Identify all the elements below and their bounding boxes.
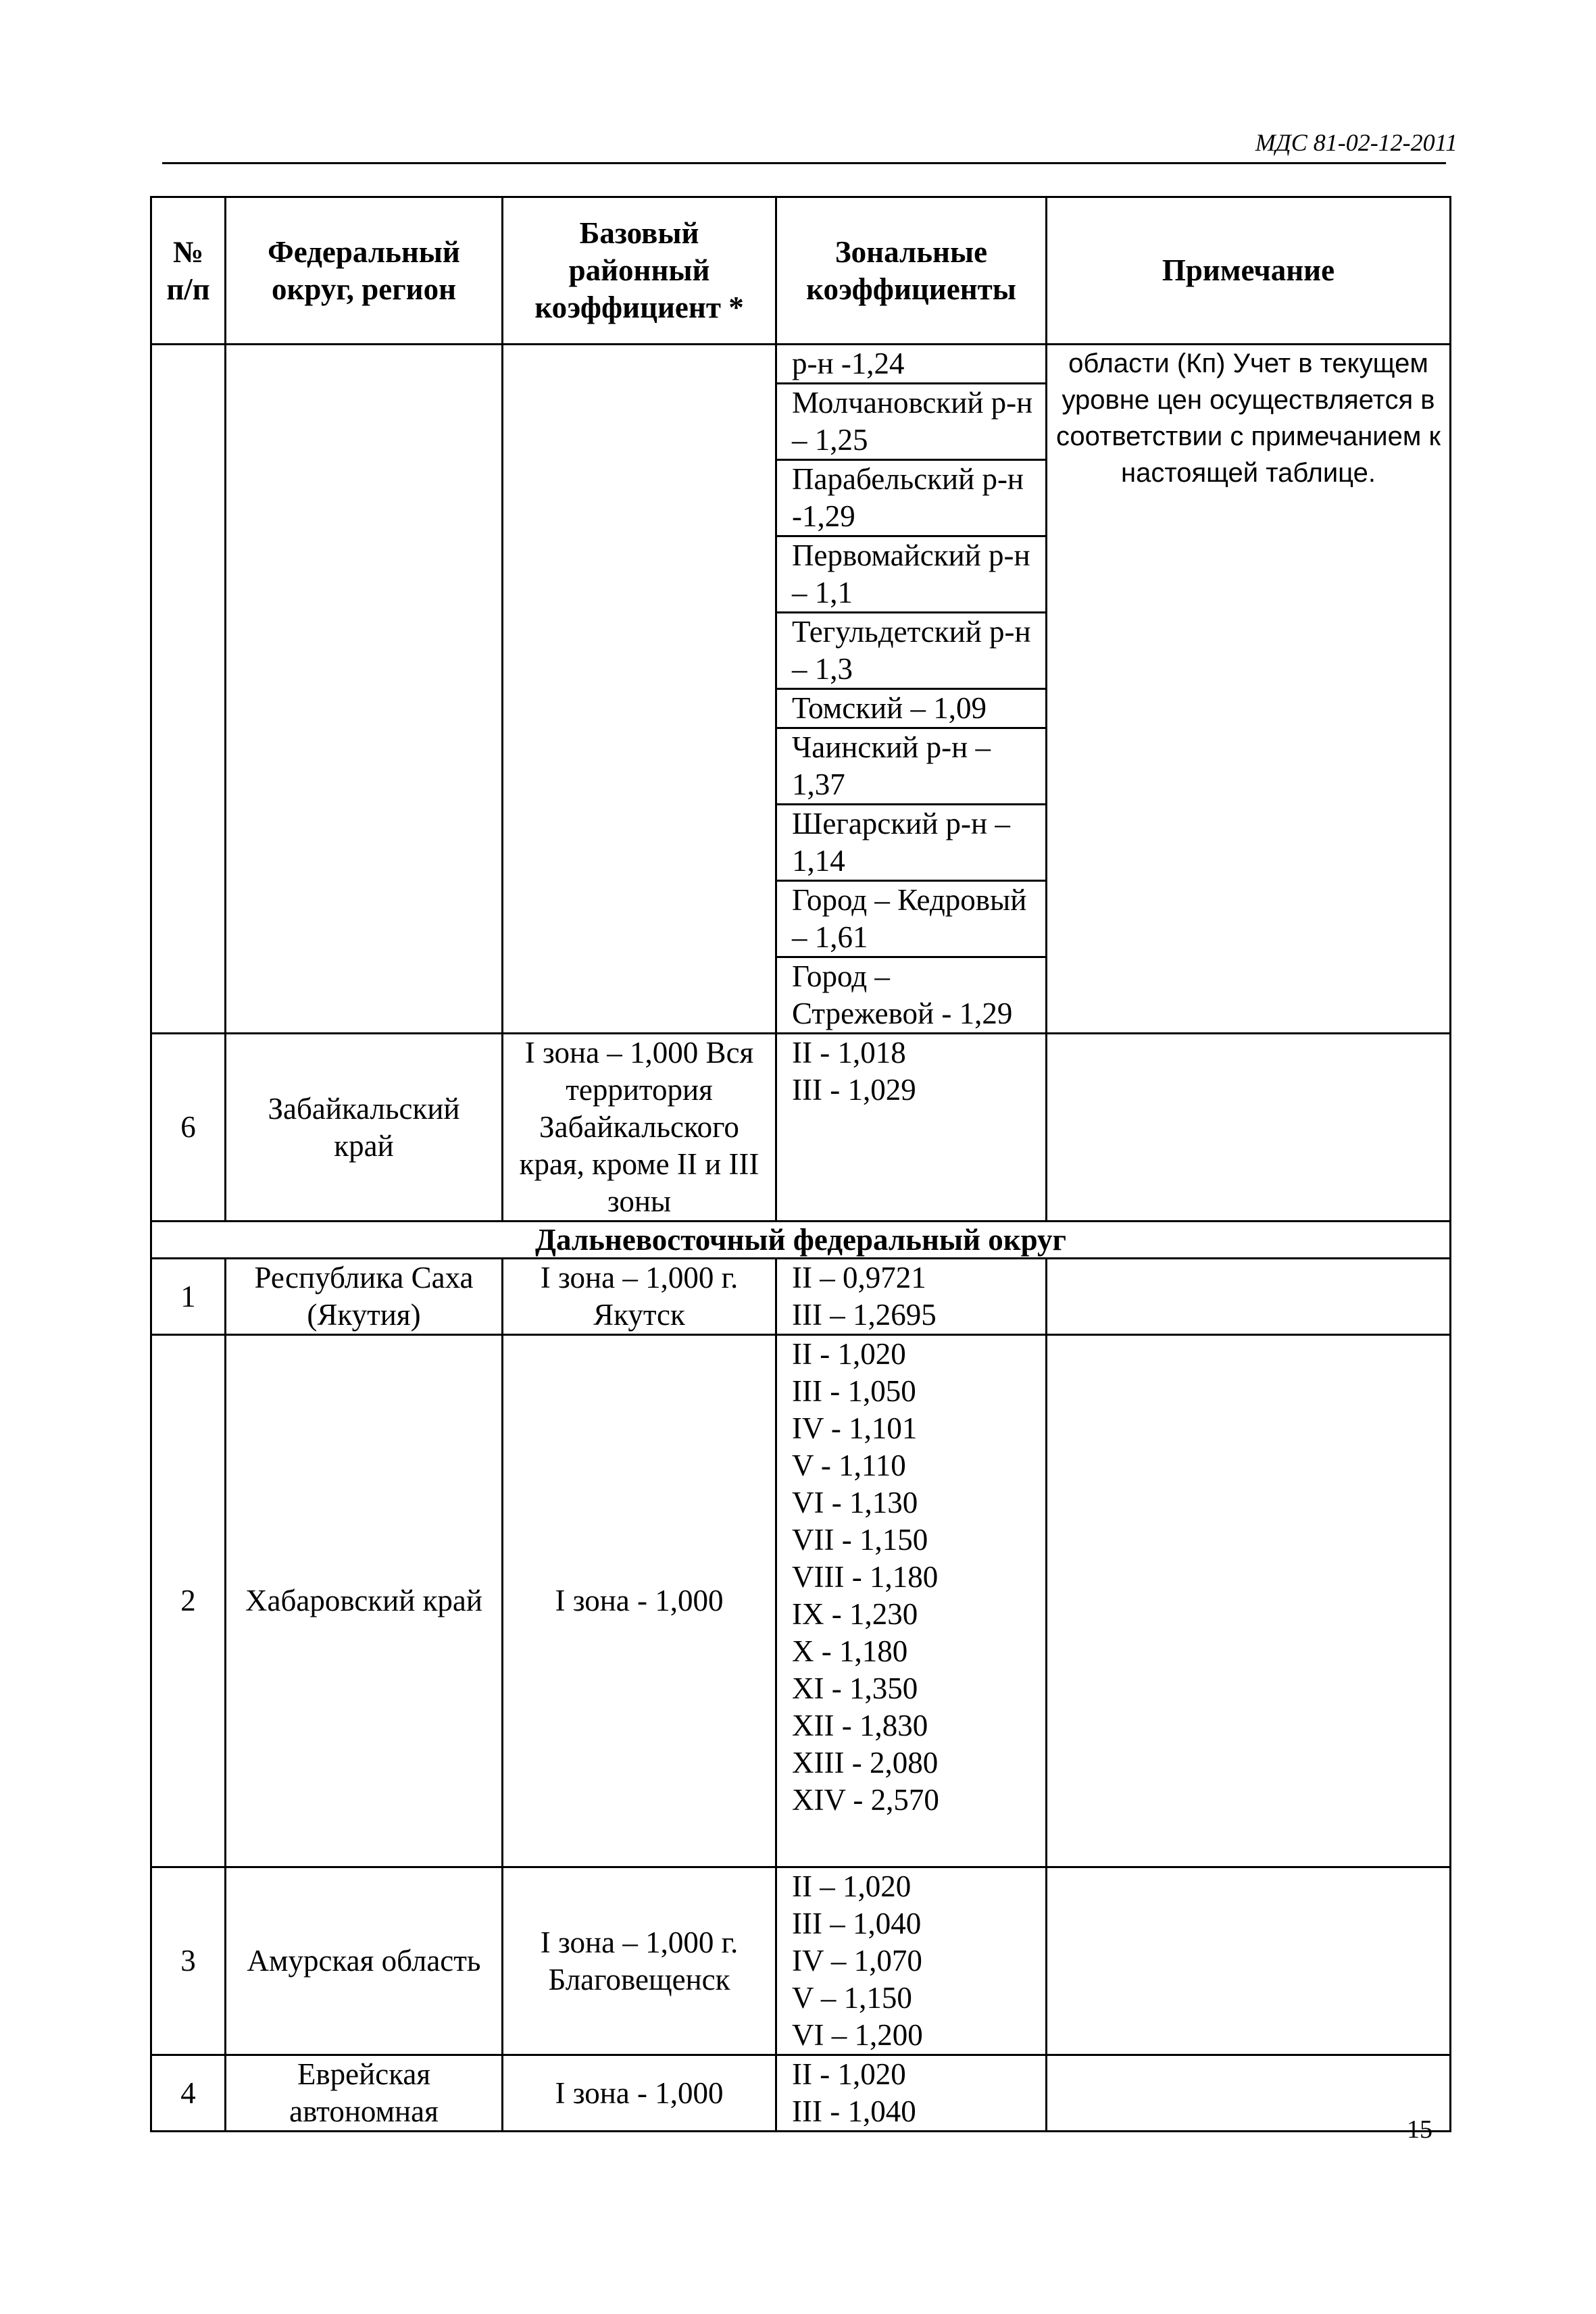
zone-list [777,1034,1045,1109]
cell-region: Амурская область [226,1867,503,2055]
page-number: 15 [1407,2115,1432,2144]
cell-note [1047,1867,1451,2055]
cell-zones [776,345,1047,1034]
header-rule [162,162,1446,164]
header-zonal-coefficients: Зональные коэффициенты [776,197,1047,345]
cell-note: области (Кп) Учет в текущем уровне цен осуществляется в соответствии с примечанием к настоящей таблице. [1047,345,1451,1034]
zone-item: II – 0,9721 [792,1261,926,1294]
cell-region [226,345,503,1034]
cell-zones [776,1034,1047,1222]
zone-item: Парабельский р-н -1,29 [777,461,1045,537]
cell-base: I зона - 1,000 [503,1335,776,1867]
cell-number: 4 [151,2055,226,2132]
zone-item: III - 1,050 [792,1374,916,1408]
zone-list [777,1259,1045,1334]
coefficients-table [150,196,1451,2132]
zone-item: VII - 1,150 [792,1523,928,1557]
table-row [151,1335,1451,1867]
zone-item: II - 1,020 [792,1337,906,1371]
zone-item: Молчановский р-н – 1,25 [777,384,1045,461]
zone-item: Чаинский р-н – 1,37 [777,729,1045,805]
zone-item: V – 1,150 [792,1981,912,2015]
table-row [151,2055,1451,2132]
zone-item: Город – Кедровый – 1,61 [777,882,1045,958]
zone-item: XI - 1,350 [792,1671,918,1705]
cell-number: 1 [151,1259,226,1335]
zone-item: VI - 1,130 [792,1486,918,1519]
table-header-row [151,197,1451,345]
cell-note [1047,2055,1451,2132]
cell-region: Еврейская автономная [226,2055,503,2132]
zone-item: IX - 1,230 [792,1597,918,1631]
section-title: Дальневосточный федеральный округ [151,1222,1451,1259]
cell-number [151,345,226,1034]
zone-item: III - 1,040 [792,2094,916,2128]
cell-base: I зона - 1,000 [503,2055,776,2132]
zone-item: VIII - 1,180 [792,1560,939,1594]
cell-number: 3 [151,1867,226,2055]
cell-base: I зона – 1,000 г. Якутск [503,1259,776,1335]
cell-base: I зона – 1,000 Вся территория Забайкальского края, кроме II и III зоны [503,1034,776,1222]
zone-list [777,1336,1045,1819]
header-number: № п/п [151,197,226,345]
table-row [151,1259,1451,1335]
zone-list [777,345,1045,1032]
header-region: Федеральный округ, регион [226,197,503,345]
cell-note [1047,1034,1451,1222]
zone-item: III – 1,040 [792,1907,922,1940]
zone-item: XIII - 2,080 [792,1746,939,1780]
zone-item: IV – 1,070 [792,1944,922,1978]
zone-item: Тегульдетский р-н – 1,3 [777,613,1045,690]
cell-base [503,345,776,1034]
zone-list [777,2056,1045,2130]
zone-item: VI – 1,200 [792,2018,923,2052]
zone-item: IV - 1,101 [792,1411,918,1445]
document-code: МДС 81-02-12-2011 [1255,129,1457,156]
cell-zones [776,2055,1047,2132]
cell-number: 2 [151,1335,226,1867]
cell-note [1047,1259,1451,1335]
zone-item: XIV - 2,570 [792,1783,939,1817]
zone-item: III - 1,029 [792,1073,916,1107]
cell-note [1047,1335,1451,1867]
zone-item: III – 1,2695 [792,1298,937,1332]
table-row [151,345,1451,1034]
cell-region: Хабаровский край [226,1335,503,1867]
cell-region: Забайкальский край [226,1034,503,1222]
zone-item: II - 1,018 [792,1036,906,1070]
zone-item: X - 1,180 [792,1634,908,1668]
cell-number: 6 [151,1034,226,1222]
table-row [151,1034,1451,1222]
zone-item: р-н -1,24 [777,345,1045,384]
zone-item: V - 1,110 [792,1449,906,1482]
zone-item: II – 1,020 [792,1869,912,1903]
zone-list [777,1868,1045,2054]
zone-item: Город – Стрежевой - 1,29 [792,959,1013,1030]
header-note: Примечание [1047,197,1451,345]
cell-zones [776,1259,1047,1335]
zone-item: XII - 1,830 [792,1709,928,1742]
header-base-coefficient: Базовый районный коэффициент * [503,197,776,345]
cell-base: I зона – 1,000 г. Благовещенск [503,1867,776,2055]
section-row [151,1222,1451,1259]
table-row [151,1867,1451,2055]
zone-item: Шегарский р-н – 1,14 [777,805,1045,882]
zone-item: II - 1,020 [792,2057,906,2091]
cell-zones [776,1867,1047,2055]
cell-region: Республика Саха (Якутия) [226,1259,503,1335]
cell-zones [776,1335,1047,1867]
zone-item: Томский – 1,09 [777,690,1045,729]
zone-item: Первомайский р-н – 1,1 [777,537,1045,613]
